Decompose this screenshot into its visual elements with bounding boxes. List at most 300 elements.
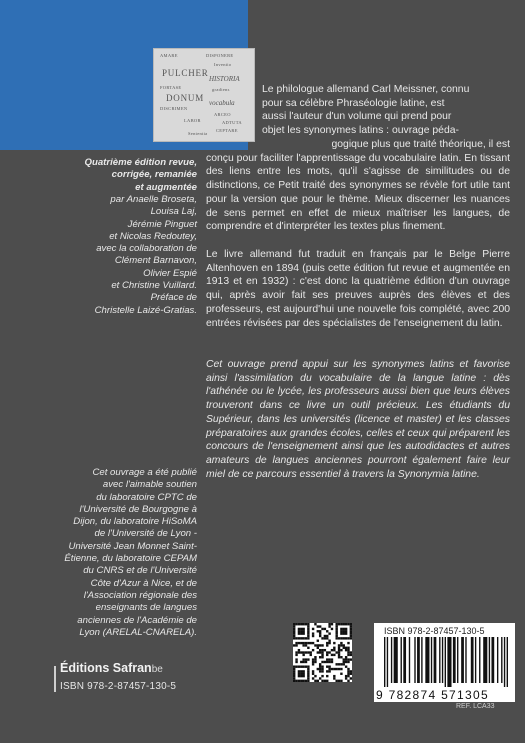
qr-module: [331, 654, 333, 656]
qr-module: [307, 630, 309, 632]
cloud-word: CEPTARE: [216, 128, 238, 133]
edition-line: corrigée, remaniée: [111, 169, 197, 181]
qr-module: [317, 651, 319, 653]
qr-module: [317, 630, 319, 632]
qr-module: [317, 668, 319, 670]
qr-module: [300, 630, 302, 632]
support-line: Lyon (ARELAL-CNARELA).: [79, 626, 197, 638]
support-line: l'Université de Bourgogne à: [79, 503, 197, 515]
qr-module: [328, 668, 330, 670]
qr-module: [333, 675, 335, 677]
qr-module: [338, 644, 340, 646]
qr-module: [293, 630, 295, 632]
qr-module: [347, 642, 349, 644]
qr-module: [347, 680, 349, 682]
qr-module: [331, 658, 333, 660]
qr-module: [302, 675, 304, 677]
qr-module: [345, 649, 347, 651]
qr-module: [317, 647, 319, 649]
qr-module: [331, 623, 333, 625]
qr-module: [338, 680, 340, 682]
qr-module: [312, 635, 314, 637]
qr-module: [293, 665, 295, 667]
blurb-text: conçu pour faciliter l'apprentissage du vocabulaire latin. En tissant des liens entre les mots, qu'il s'agisse de similitudes ou de distinctions, ce Petit traité des synonymes se révèle fort utile tant pour la version que pour le thème. Mieux discerner les nuances de sens permet en effet de mieux maîtriser les langues, de comprendre et d'interpréter les textes plus finement.: [206, 152, 510, 233]
qr-module: [321, 651, 323, 653]
qr-module: [300, 651, 302, 653]
qr-module: [350, 623, 352, 625]
qr-module: [326, 642, 328, 644]
barcode-bar: [414, 637, 415, 683]
qr-module: [300, 661, 302, 663]
qr-module: [307, 647, 309, 649]
blurb-line: Le philologue allemand Carl Meissner, connu: [262, 84, 470, 95]
qr-code: [293, 623, 352, 682]
qr-module: [335, 663, 337, 665]
qr-module: [302, 623, 304, 625]
word-cloud-image: [153, 48, 255, 142]
qr-module: [300, 680, 302, 682]
blurb-line: pour sa célèbre Phraséologie latine, est: [262, 97, 445, 109]
qr-module: [321, 644, 323, 646]
qr-module: [298, 649, 300, 651]
qr-module: [340, 649, 342, 651]
qr-module: [305, 658, 307, 660]
qr-module: [295, 651, 297, 653]
qr-module: [326, 675, 328, 677]
qr-module: [305, 623, 307, 625]
barcode-bar: [445, 637, 446, 687]
qr-module: [350, 625, 352, 627]
support-line: de l'Université de Lyon -: [94, 528, 197, 540]
qr-module: [293, 677, 295, 679]
qr-module: [326, 635, 328, 637]
barcode-bar: [431, 637, 432, 683]
qr-module: [324, 637, 326, 639]
qr-module: [347, 673, 349, 675]
qr-module: [333, 677, 335, 679]
qr-module: [298, 628, 300, 630]
qr-module: [295, 644, 297, 646]
qr-module: [298, 680, 300, 682]
qr-module: [345, 637, 347, 639]
blurb-line: objet les synonymes latins : ouvrage péda-: [262, 125, 459, 137]
cloud-word: DISPONERE: [206, 53, 234, 58]
qr-module: [347, 658, 349, 660]
qr-module: [340, 630, 342, 632]
barcode-bar: [489, 637, 490, 683]
qr-module: [350, 658, 352, 660]
qr-module: [343, 644, 345, 646]
blurb-paragraph-3: [206, 358, 510, 481]
qr-module: [293, 673, 295, 675]
qr-module: [319, 632, 321, 634]
qr-module: [343, 623, 345, 625]
qr-module: [305, 680, 307, 682]
qr-module: [340, 644, 342, 646]
barcode-bar: [491, 637, 494, 683]
qr-module: [293, 625, 295, 627]
cloud-word: LABOR: [184, 118, 201, 123]
qr-module: [307, 658, 309, 660]
qr-module: [305, 651, 307, 653]
cloud-word: ADTUTA: [222, 120, 242, 125]
barcode-bar: [501, 637, 502, 683]
qr-module: [347, 647, 349, 649]
qr-module: [307, 673, 309, 675]
qr-module: [319, 625, 321, 627]
qr-module: [293, 668, 295, 670]
qr-module: [343, 661, 345, 663]
qr-module: [350, 677, 352, 679]
qr-module: [312, 661, 314, 663]
barcode-bar: [497, 637, 498, 683]
qr-module: [295, 665, 297, 667]
qr-module: [298, 670, 300, 672]
qr-module: [300, 673, 302, 675]
qr-module: [293, 675, 295, 677]
qr-module: [335, 623, 337, 625]
cloud-word: DONUM: [166, 93, 205, 103]
qr-module: [343, 647, 345, 649]
author-line: et Christine Vuillard.: [111, 280, 197, 292]
support-line: du laboratoire CPTC de: [96, 491, 197, 503]
qr-module: [319, 630, 321, 632]
barcode-number: 9 782874 571305: [376, 688, 489, 702]
qr-module: [302, 651, 304, 653]
qr-module: [328, 658, 330, 660]
qr-module: [319, 665, 321, 667]
blurb-paragraph-1-start: [262, 83, 510, 138]
qr-module: [335, 680, 337, 682]
barcode-bar: [421, 637, 422, 683]
qr-module: [314, 623, 316, 625]
qr-module: [307, 628, 309, 630]
qr-module: [295, 623, 297, 625]
qr-module: [331, 668, 333, 670]
qr-module: [298, 642, 300, 644]
barcode-bar: [447, 637, 451, 687]
qr-module: [338, 637, 340, 639]
qr-module: [317, 640, 319, 642]
author-line: Christelle Laizé-Gratias.: [94, 304, 197, 316]
qr-module: [295, 642, 297, 644]
qr-module: [331, 661, 333, 663]
qr-module: [293, 635, 295, 637]
qr-module: [307, 635, 309, 637]
blurb-paragraph-2: [206, 248, 510, 330]
qr-module: [326, 630, 328, 632]
qr-module: [345, 675, 347, 677]
support-line: Dijon, du laboratoire HiSoMA: [73, 516, 197, 528]
barcode-bar: [507, 637, 508, 687]
qr-module: [338, 654, 340, 656]
qr-module: [312, 632, 314, 634]
qr-module: [300, 637, 302, 639]
cloud-word: gradiens: [212, 87, 230, 92]
qr-module: [300, 623, 302, 625]
qr-module: [326, 644, 328, 646]
qr-module: [347, 675, 349, 677]
reference-code: REF. LCA33: [456, 703, 495, 710]
qr-code-graphic: [293, 623, 352, 682]
qr-module: [324, 661, 326, 663]
qr-module: [300, 670, 302, 672]
qr-module: [307, 623, 309, 625]
barcode-bar: [457, 637, 458, 683]
support-line: l'Association régionale des: [83, 589, 197, 601]
barcode-bar: [387, 637, 388, 687]
qr-module: [302, 658, 304, 660]
qr-module: [345, 623, 347, 625]
qr-module: [295, 680, 297, 682]
qr-module: [302, 642, 304, 644]
blurb-text: Cet ouvrage prend appui sur les synonymes latins et favorise ainsi l'assimilation du vocabulaire de la langue latine : dès l'athénée ou le lycée, les professeurs aussi bien que leurs élèves trouveront dans ce livre un outil précieux. Les étudiants du Supérieur, dans les universités (licence et master) et les classes préparatoires aux grandes écoles, celles et ceux qui préparent les concours de l'enseignement ainsi que les autodidactes et autres amateurs de langues anciennes pourront également faire leur miel de ce parcours essentiel à travers la Synonymia latine.: [206, 359, 510, 480]
qr-module: [343, 632, 345, 634]
qr-module: [298, 623, 300, 625]
qr-module: [347, 668, 349, 670]
qr-module: [345, 656, 347, 658]
qr-module: [321, 680, 323, 682]
support-line: du CNRS et de l'Université: [83, 565, 197, 577]
qr-module: [343, 628, 345, 630]
qr-module: [345, 661, 347, 663]
qr-module: [319, 670, 321, 672]
qr-module: [317, 644, 319, 646]
qr-module: [338, 668, 340, 670]
qr-module: [319, 651, 321, 653]
cloud-word: ARCEO: [214, 112, 231, 117]
qr-module: [312, 673, 314, 675]
qr-module: [340, 637, 342, 639]
qr-module: [314, 661, 316, 663]
qr-module: [312, 670, 314, 672]
qr-module: [328, 661, 330, 663]
qr-module: [293, 632, 295, 634]
qr-module: [307, 670, 309, 672]
qr-module: [321, 656, 323, 658]
qr-module: [298, 665, 300, 667]
author-line: Clément Barnavon,: [114, 255, 197, 267]
publication-support-note: [60, 467, 197, 639]
qr-module: [298, 637, 300, 639]
qr-module: [319, 644, 321, 646]
qr-module: [300, 675, 302, 677]
qr-module: [298, 632, 300, 634]
qr-module: [324, 628, 326, 630]
cloud-word: Inventio: [214, 62, 232, 67]
qr-module: [350, 630, 352, 632]
qr-module: [347, 623, 349, 625]
qr-module: [295, 654, 297, 656]
cloud-word: AMARE: [160, 53, 178, 58]
qr-module: [307, 632, 309, 634]
qr-module: [312, 677, 314, 679]
qr-module: [343, 637, 345, 639]
qr-module: [343, 630, 345, 632]
qr-module: [307, 668, 309, 670]
qr-module: [350, 635, 352, 637]
qr-module: [333, 668, 335, 670]
qr-module: [347, 637, 349, 639]
qr-module: [302, 632, 304, 634]
qr-module: [335, 651, 337, 653]
qr-module: [319, 649, 321, 651]
qr-module: [340, 663, 342, 665]
author-line: Olivier Espié: [143, 267, 197, 279]
support-line: Côte d'Azur à Nice, et de: [90, 577, 197, 589]
qr-module: [328, 665, 330, 667]
qr-module: [333, 649, 335, 651]
publisher-name: Éditions Safran: [60, 661, 152, 675]
qr-module: [298, 651, 300, 653]
qr-module: [298, 630, 300, 632]
cloud-word: DISCRIMEN: [160, 106, 188, 111]
blurb-line: gogique plus que traité théorique, il est: [331, 139, 510, 150]
qr-module: [302, 680, 304, 682]
support-line: Étienne, du laboratoire CEPAM: [64, 553, 197, 565]
author-line: Louisa Laj,: [150, 206, 197, 218]
qr-module: [319, 668, 321, 670]
cloud-word: vocabula: [209, 99, 235, 107]
qr-module: [310, 651, 312, 653]
publisher-isbn: ISBN 978-2-87457-130-5: [60, 681, 177, 692]
qr-module: [302, 628, 304, 630]
qr-module: [293, 670, 295, 672]
publisher-logo: [60, 661, 163, 675]
qr-module: [347, 670, 349, 672]
qr-module: [347, 654, 349, 656]
qr-module: [324, 635, 326, 637]
qr-module: [343, 663, 345, 665]
qr-module: [307, 665, 309, 667]
qr-module: [345, 632, 347, 634]
qr-module: [310, 654, 312, 656]
qr-module: [328, 640, 330, 642]
barcode-bar: [461, 637, 464, 683]
qr-module: [321, 665, 323, 667]
qr-module: [307, 677, 309, 679]
qr-module: [293, 628, 295, 630]
qr-module: [300, 628, 302, 630]
support-line: Cet ouvrage a été publié: [92, 467, 197, 478]
edition-line: Quatrième édition revue,: [84, 157, 197, 168]
qr-module: [305, 665, 307, 667]
qr-module: [335, 632, 337, 634]
barcode-bar: [442, 637, 443, 683]
qr-module: [338, 623, 340, 625]
qr-module: [314, 680, 316, 682]
qr-module: [347, 661, 349, 663]
qr-module: [307, 675, 309, 677]
qr-module: [338, 647, 340, 649]
qr-module: [302, 670, 304, 672]
qr-module: [338, 649, 340, 651]
barcode-bar: [439, 637, 440, 683]
qr-module: [350, 673, 352, 675]
qr-module: [300, 642, 302, 644]
qr-module: [302, 637, 304, 639]
qr-module: [340, 668, 342, 670]
qr-module: [305, 637, 307, 639]
qr-module: [335, 637, 337, 639]
qr-module: [340, 656, 342, 658]
qr-module: [312, 649, 314, 651]
edition-line: et augmentée: [135, 181, 197, 193]
qr-module: [302, 661, 304, 663]
qr-module: [340, 680, 342, 682]
barcode-bar: [434, 637, 437, 683]
barcode-bar: [391, 637, 392, 683]
qr-module: [321, 654, 323, 656]
barcode-bar: [409, 637, 410, 683]
qr-module: [345, 647, 347, 649]
qr-module: [298, 673, 300, 675]
qr-module: [319, 635, 321, 637]
qr-module: [295, 658, 297, 660]
qr-module: [345, 677, 347, 679]
qr-module: [305, 644, 307, 646]
qr-module: [312, 663, 314, 665]
qr-module: [340, 628, 342, 630]
qr-module: [317, 625, 319, 627]
qr-module: [310, 642, 312, 644]
qr-module: [319, 656, 321, 658]
qr-module: [312, 642, 314, 644]
cloud-word: PULCHER: [162, 68, 209, 78]
qr-module: [321, 670, 323, 672]
author-line: Jérémie Pinguet: [127, 218, 197, 230]
qr-module: [350, 654, 352, 656]
barcode-bar: [465, 637, 466, 683]
qr-module: [331, 649, 333, 651]
qr-module: [340, 673, 342, 675]
author-line: Préface de: [150, 292, 197, 304]
barcode-bar: [475, 637, 476, 683]
qr-module: [300, 632, 302, 634]
qr-module: [335, 635, 337, 637]
qr-module: [314, 644, 316, 646]
qr-module: [293, 680, 295, 682]
qr-module: [335, 628, 337, 630]
author-line: avec la collaboration de: [96, 243, 197, 255]
barcode-isbn-label: ISBN 978-2-87457-130-5: [384, 626, 485, 636]
qr-module: [321, 649, 323, 651]
qr-module: [302, 654, 304, 656]
edition-note: [60, 157, 197, 194]
qr-module: [307, 637, 309, 639]
qr-module: [302, 673, 304, 675]
qr-module: [302, 644, 304, 646]
qr-module: [335, 625, 337, 627]
support-line: anciennes de l'Académie de: [77, 614, 197, 626]
qr-module: [321, 628, 323, 630]
qr-module: [307, 651, 309, 653]
publisher-suffix: be: [151, 664, 163, 675]
qr-module: [331, 628, 333, 630]
blurb-paragraph-1-continued: [206, 138, 510, 234]
qr-module: [345, 658, 347, 660]
barcode-bar: [471, 637, 474, 683]
qr-module: [305, 661, 307, 663]
qr-module: [326, 680, 328, 682]
qr-module: [321, 675, 323, 677]
qr-module: [326, 670, 328, 672]
qr-module: [345, 630, 347, 632]
qr-module: [326, 661, 328, 663]
qr-module: [326, 665, 328, 667]
qr-module: [321, 661, 323, 663]
author-line: par Anaelle Broseta,: [110, 194, 197, 205]
